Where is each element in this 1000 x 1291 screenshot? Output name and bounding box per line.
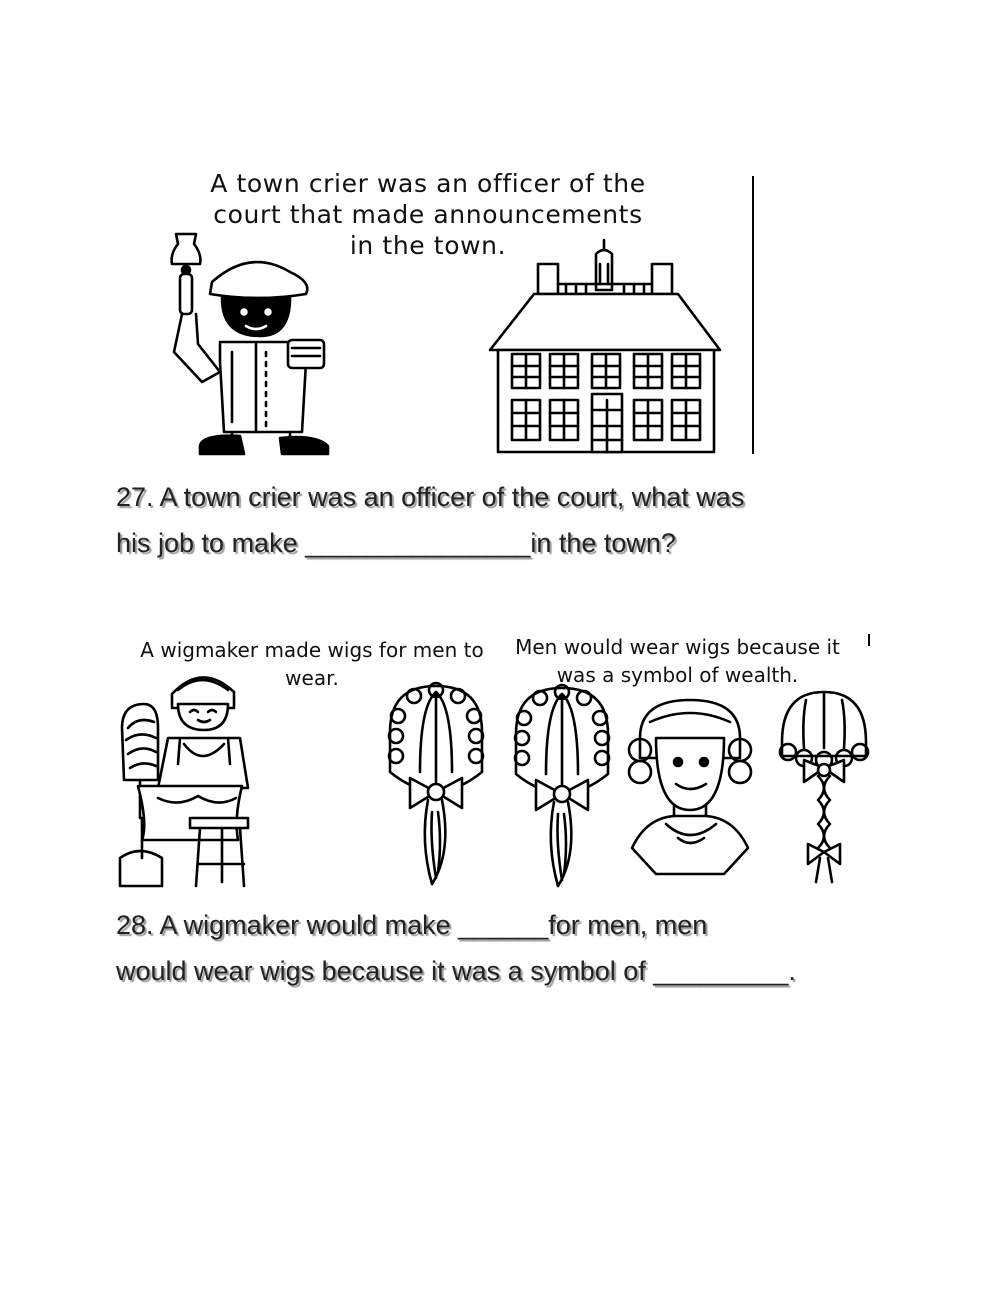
town-crier-illustration <box>140 232 340 457</box>
caption-line: A town crier was an officer of the <box>210 169 646 198</box>
caption-line: in the town. <box>349 231 507 260</box>
curled-wig-1 <box>380 682 492 888</box>
caption-line: A wigmaker made wigs for men to <box>140 638 484 662</box>
question-28 <box>116 902 876 994</box>
caption-line: court that made announcements <box>213 200 643 229</box>
braided-wig <box>776 690 872 886</box>
question-line: his job to make _______________in the town? <box>116 528 676 558</box>
question-27 <box>116 474 876 566</box>
caption-line: Men would wear wigs because it <box>515 635 840 659</box>
wig-wealth-caption <box>505 633 850 689</box>
man-in-wig-illustration <box>626 698 754 878</box>
panel-border <box>868 634 870 646</box>
wigmaker-illustration <box>118 668 254 888</box>
caption-line: wear. <box>285 666 339 690</box>
courthouse-illustration <box>488 240 724 454</box>
panel-border <box>752 176 754 454</box>
question-line: 28. A wigmaker would make ______for men, men <box>116 910 708 940</box>
caption-line: was a symbol of wealth. <box>556 663 799 687</box>
question-line: would wear wigs because it was a symbol of _________. <box>116 956 796 986</box>
curled-wig-2 <box>506 684 618 890</box>
question-line: 27. A town crier was an officer of the court, what was <box>116 482 745 512</box>
